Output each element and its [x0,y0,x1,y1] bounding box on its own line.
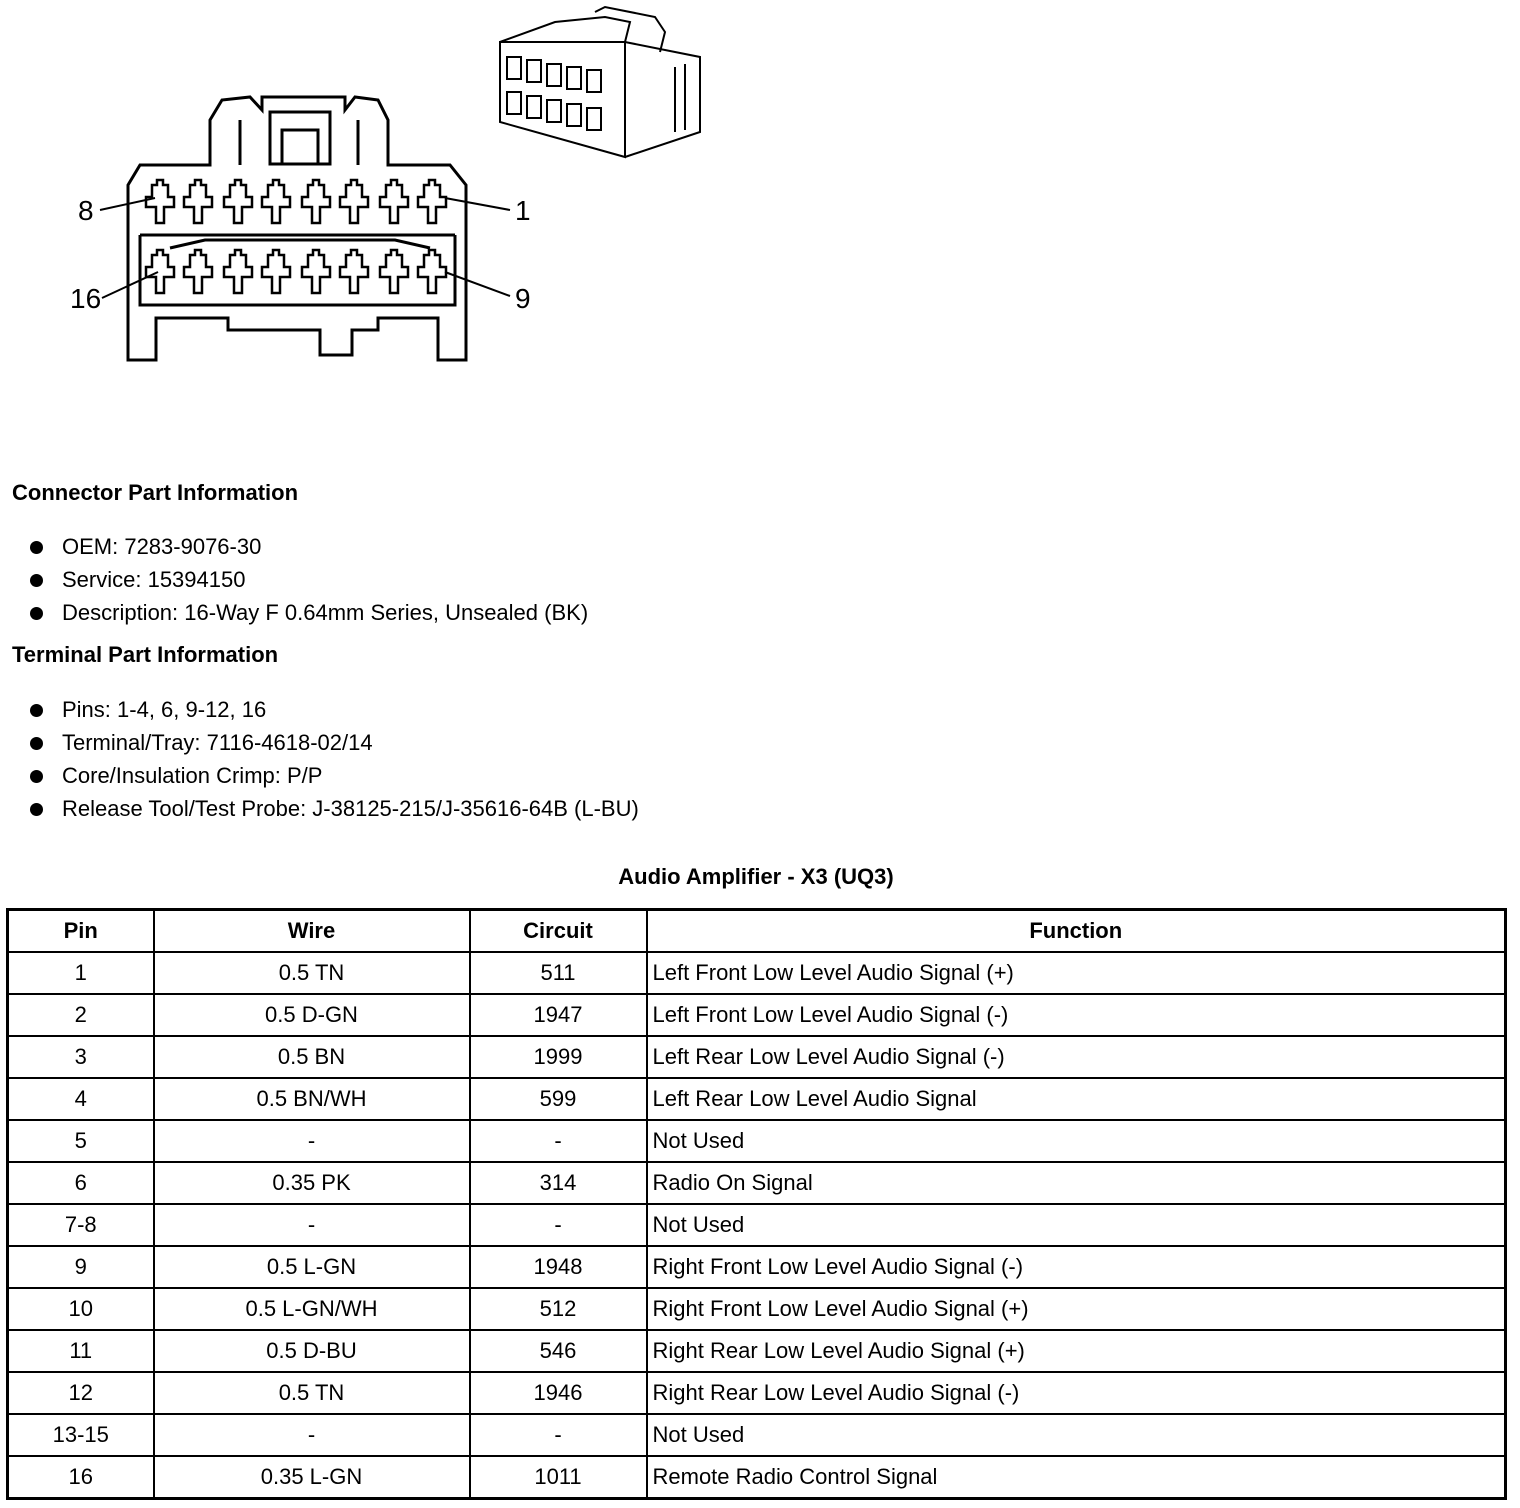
pinout-table [6,908,1507,1500]
cell-circuit: 1011 [470,1456,647,1499]
table-row [8,1414,1506,1456]
cell-wire: 0.5 D-GN [154,994,470,1036]
table-row [8,1204,1506,1246]
cell-wire: 0.5 BN/WH [154,1078,470,1120]
cell-pin: 10 [8,1288,154,1330]
cell-pin: 3 [8,1036,154,1078]
cell-wire: 0.5 BN [154,1036,470,1078]
cell-wire: 0.5 L-GN [154,1246,470,1288]
table-row [8,1120,1506,1162]
pin-cavity [302,180,330,223]
cell-function: Right Rear Low Level Audio Signal (+) [647,1330,1506,1372]
cell-function: Left Front Low Level Audio Signal (-) [647,994,1506,1036]
cell-wire: 0.35 PK [154,1162,470,1204]
header-function: Function [647,910,1506,953]
cell-circuit: 511 [470,952,647,994]
pin-cavity [146,250,174,293]
pin-label-8: 8 [78,195,94,226]
cell-pin: 1 [8,952,154,994]
connector-part-heading: Connector Part Information [12,480,299,505]
cell-circuit: - [470,1120,647,1162]
cell-function: Right Rear Low Level Audio Signal (-) [647,1372,1506,1414]
pin-cavity [184,250,212,293]
cell-pin: 2 [8,994,154,1036]
cell-circuit: - [470,1414,647,1456]
cell-wire: 0.35 L-GN [154,1456,470,1499]
table-title: Audio Amplifier - X3 (UQ3) [618,864,894,889]
pin-cavity [380,180,408,223]
cell-circuit: 1947 [470,994,647,1036]
table-row [8,994,1506,1036]
table-row [8,1036,1506,1078]
cell-pin: 4 [8,1078,154,1120]
cell-wire: - [154,1120,470,1162]
cell-circuit: 314 [470,1162,647,1204]
cell-function: Not Used [647,1204,1506,1246]
cell-pin: 7-8 [8,1204,154,1246]
list-item: OEM: 7283-9076-30 [30,530,588,563]
table-row [8,1078,1506,1120]
cell-function: Radio On Signal [647,1162,1506,1204]
cell-pin: 13-15 [8,1414,154,1456]
pin-cavity [302,250,330,293]
connector-diagram [0,0,760,420]
cell-function: Right Front Low Level Audio Signal (-) [647,1246,1506,1288]
cell-circuit: 599 [470,1078,647,1120]
list-item: Description: 16-Way F 0.64mm Series, Unsealed (BK) [30,596,588,629]
cell-pin: 12 [8,1372,154,1414]
cell-wire: 0.5 TN [154,952,470,994]
list-item: Release Tool/Test Probe: J-38125-215/J-35616-64B (L-BU) [30,792,639,825]
connector-isometric-drawing [495,2,725,172]
cell-circuit: 1999 [470,1036,647,1078]
header-pin: Pin [8,910,154,953]
table-row [8,1246,1506,1288]
pin-cavity [262,180,290,223]
cell-function: Left Front Low Level Audio Signal (+) [647,952,1506,994]
list-item: Core/Insulation Crimp: P/P [30,759,639,792]
table-header-row [8,910,1506,953]
terminal-part-list [30,693,639,825]
header-circuit: Circuit [470,910,647,953]
cell-circuit: 1946 [470,1372,647,1414]
cell-pin: 16 [8,1456,154,1499]
pin-label-9: 9 [515,283,531,314]
table-row [8,1372,1506,1414]
cell-function: Not Used [647,1120,1506,1162]
pin-cavity [340,180,368,223]
cell-wire: - [154,1204,470,1246]
pin-cavity [146,180,174,223]
cell-function: Left Rear Low Level Audio Signal [647,1078,1506,1120]
pin-cavity [418,250,446,293]
table-row [8,952,1506,994]
cell-wire: 0.5 L-GN/WH [154,1288,470,1330]
table-row [8,1330,1506,1372]
pin-cavity [380,250,408,293]
pin-cavity [224,180,252,223]
cell-circuit: 512 [470,1288,647,1330]
table-row [8,1288,1506,1330]
pin-cavity [224,250,252,293]
header-wire: Wire [154,910,470,953]
cell-pin: 5 [8,1120,154,1162]
list-item: Pins: 1-4, 6, 9-12, 16 [30,693,639,726]
cell-wire: 0.5 TN [154,1372,470,1414]
cell-function: Left Rear Low Level Audio Signal (-) [647,1036,1506,1078]
pin-cavity [262,250,290,293]
pin-cavity [418,180,446,223]
connector-part-list [30,530,588,629]
list-item: Service: 15394150 [30,563,588,596]
cell-circuit: 1948 [470,1246,647,1288]
pin-cavity [184,180,212,223]
terminal-part-heading: Terminal Part Information [12,642,279,667]
cell-circuit: 546 [470,1330,647,1372]
pin-label-1: 1 [515,195,531,226]
cell-circuit: - [470,1204,647,1246]
cell-pin: 6 [8,1162,154,1204]
table-row [8,1162,1506,1204]
table-row [8,1456,1506,1499]
cell-wire: 0.5 D-BU [154,1330,470,1372]
list-item: Terminal/Tray: 7116-4618-02/14 [30,726,639,759]
cell-function: Remote Radio Control Signal [647,1456,1506,1499]
cell-pin: 9 [8,1246,154,1288]
cell-pin: 11 [8,1330,154,1372]
pin-label-16: 16 [70,283,102,314]
cell-function: Not Used [647,1414,1506,1456]
cell-wire: - [154,1414,470,1456]
cell-function: Right Front Low Level Audio Signal (+) [647,1288,1506,1330]
pin-cavity [340,250,368,293]
